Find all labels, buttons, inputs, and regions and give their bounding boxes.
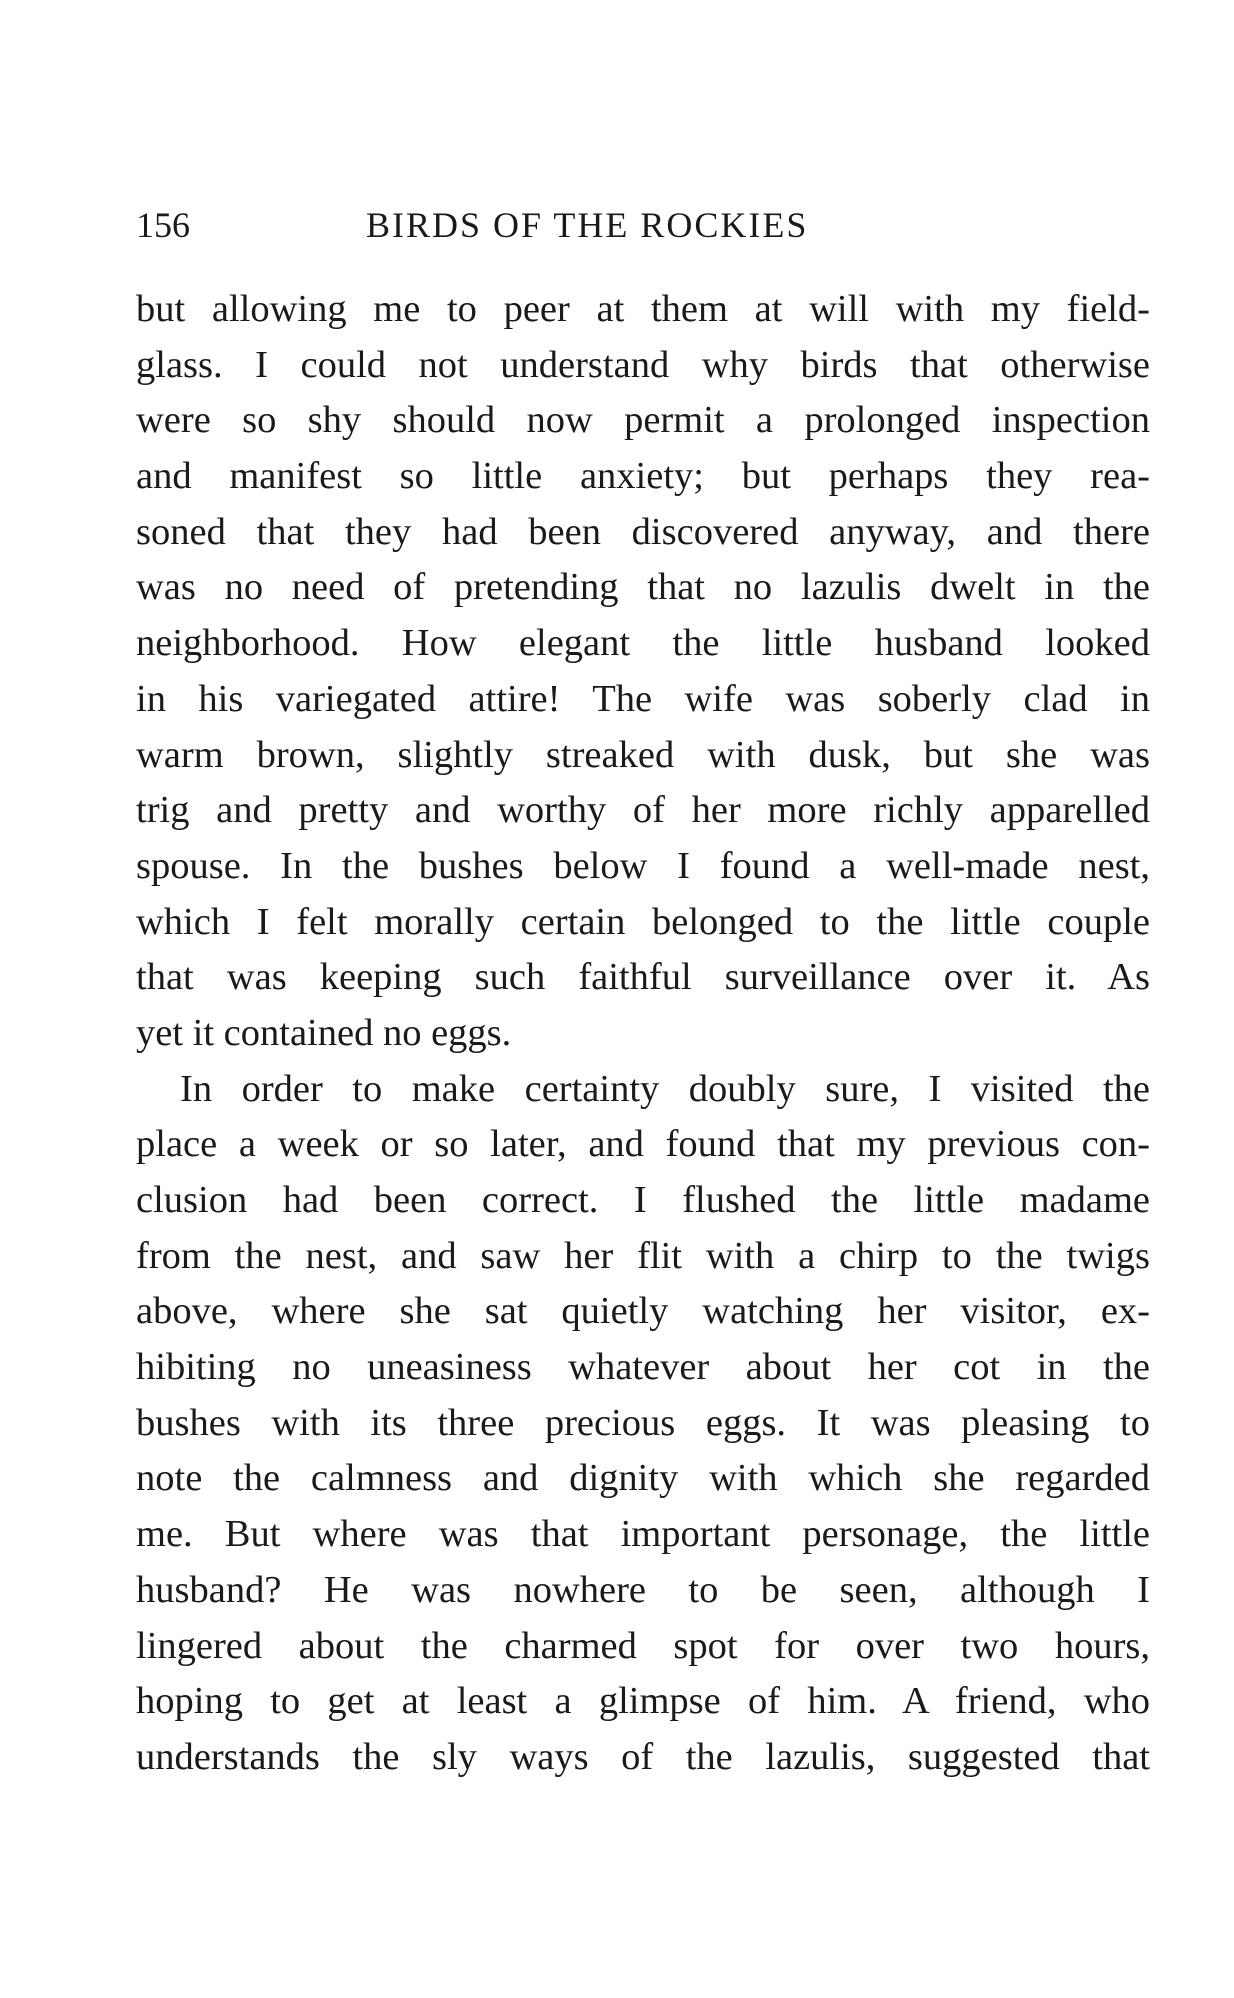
text-line: were so shy should now permit a prolonged inspection xyxy=(136,399,1150,442)
text-line: lingered about the charmed spot for over two hours, xyxy=(136,1624,1150,1667)
text-line: me. But where was that important personage, the little xyxy=(136,1513,1150,1556)
text-line: husband? He was nowhere to be seen, although I xyxy=(136,1568,1150,1611)
text-line: hibiting no uneasiness whatever about her cot in the xyxy=(136,1346,1150,1389)
text-line: hoping to get at least a glimpse of him. A friend, who xyxy=(136,1680,1150,1723)
text-line: In order to make certainty doubly sure, I visited the xyxy=(180,1067,1150,1110)
text-line: warm brown, slightly streaked with dusk, but she was xyxy=(136,733,1150,776)
paragraph-2 xyxy=(136,1062,1150,1786)
text-line: spouse. In the bushes below I found a well-made nest, xyxy=(136,844,1150,887)
page-header xyxy=(136,200,1150,250)
text-line: that was keeping such faithful surveillance over it. As xyxy=(136,956,1150,999)
text-line: understands the sly ways of the lazulis, suggested that xyxy=(136,1735,1150,1778)
running-head: BIRDS OF THE ROCKIES xyxy=(366,205,809,245)
text-line: bushes with its three precious eggs. It was pleasing to xyxy=(136,1401,1150,1444)
text-line: note the calmness and dignity with which she regarded xyxy=(136,1457,1150,1500)
text-line: in his variegated attire! The wife was soberly clad in xyxy=(136,677,1150,720)
text-line: clusion had been correct. I flushed the little madame xyxy=(136,1179,1150,1221)
text-line: place a week or so later, and found that my previous con- xyxy=(136,1123,1150,1166)
text-line: glass. I could not understand why birds that otherwise xyxy=(136,343,1150,386)
text-line: above, where she sat quietly watching her visitor, ex- xyxy=(136,1290,1150,1333)
text-line: soned that they had been discovered anyway, and there xyxy=(136,510,1150,553)
text-line: was no need of pretending that no lazulis dwelt in the xyxy=(136,566,1150,609)
text-line: trig and pretty and worthy of her more richly apparelled xyxy=(136,789,1150,832)
text-line: and manifest so little anxiety; but perhaps they rea- xyxy=(136,455,1150,498)
paragraph-1 xyxy=(136,282,1150,1062)
text-line: which I felt morally certain belonged to the little couple xyxy=(136,900,1150,943)
text-line: yet it contained no eggs. xyxy=(136,1011,512,1054)
page-number: 156 xyxy=(136,205,190,245)
text-line: neighborhood. How elegant the little husband looked xyxy=(136,622,1150,665)
body-text xyxy=(136,282,1150,1786)
text-line: from the nest, and saw her flit with a chirp to the twigs xyxy=(136,1234,1150,1277)
text-line: but allowing me to peer at them at will with my field- xyxy=(136,288,1150,330)
